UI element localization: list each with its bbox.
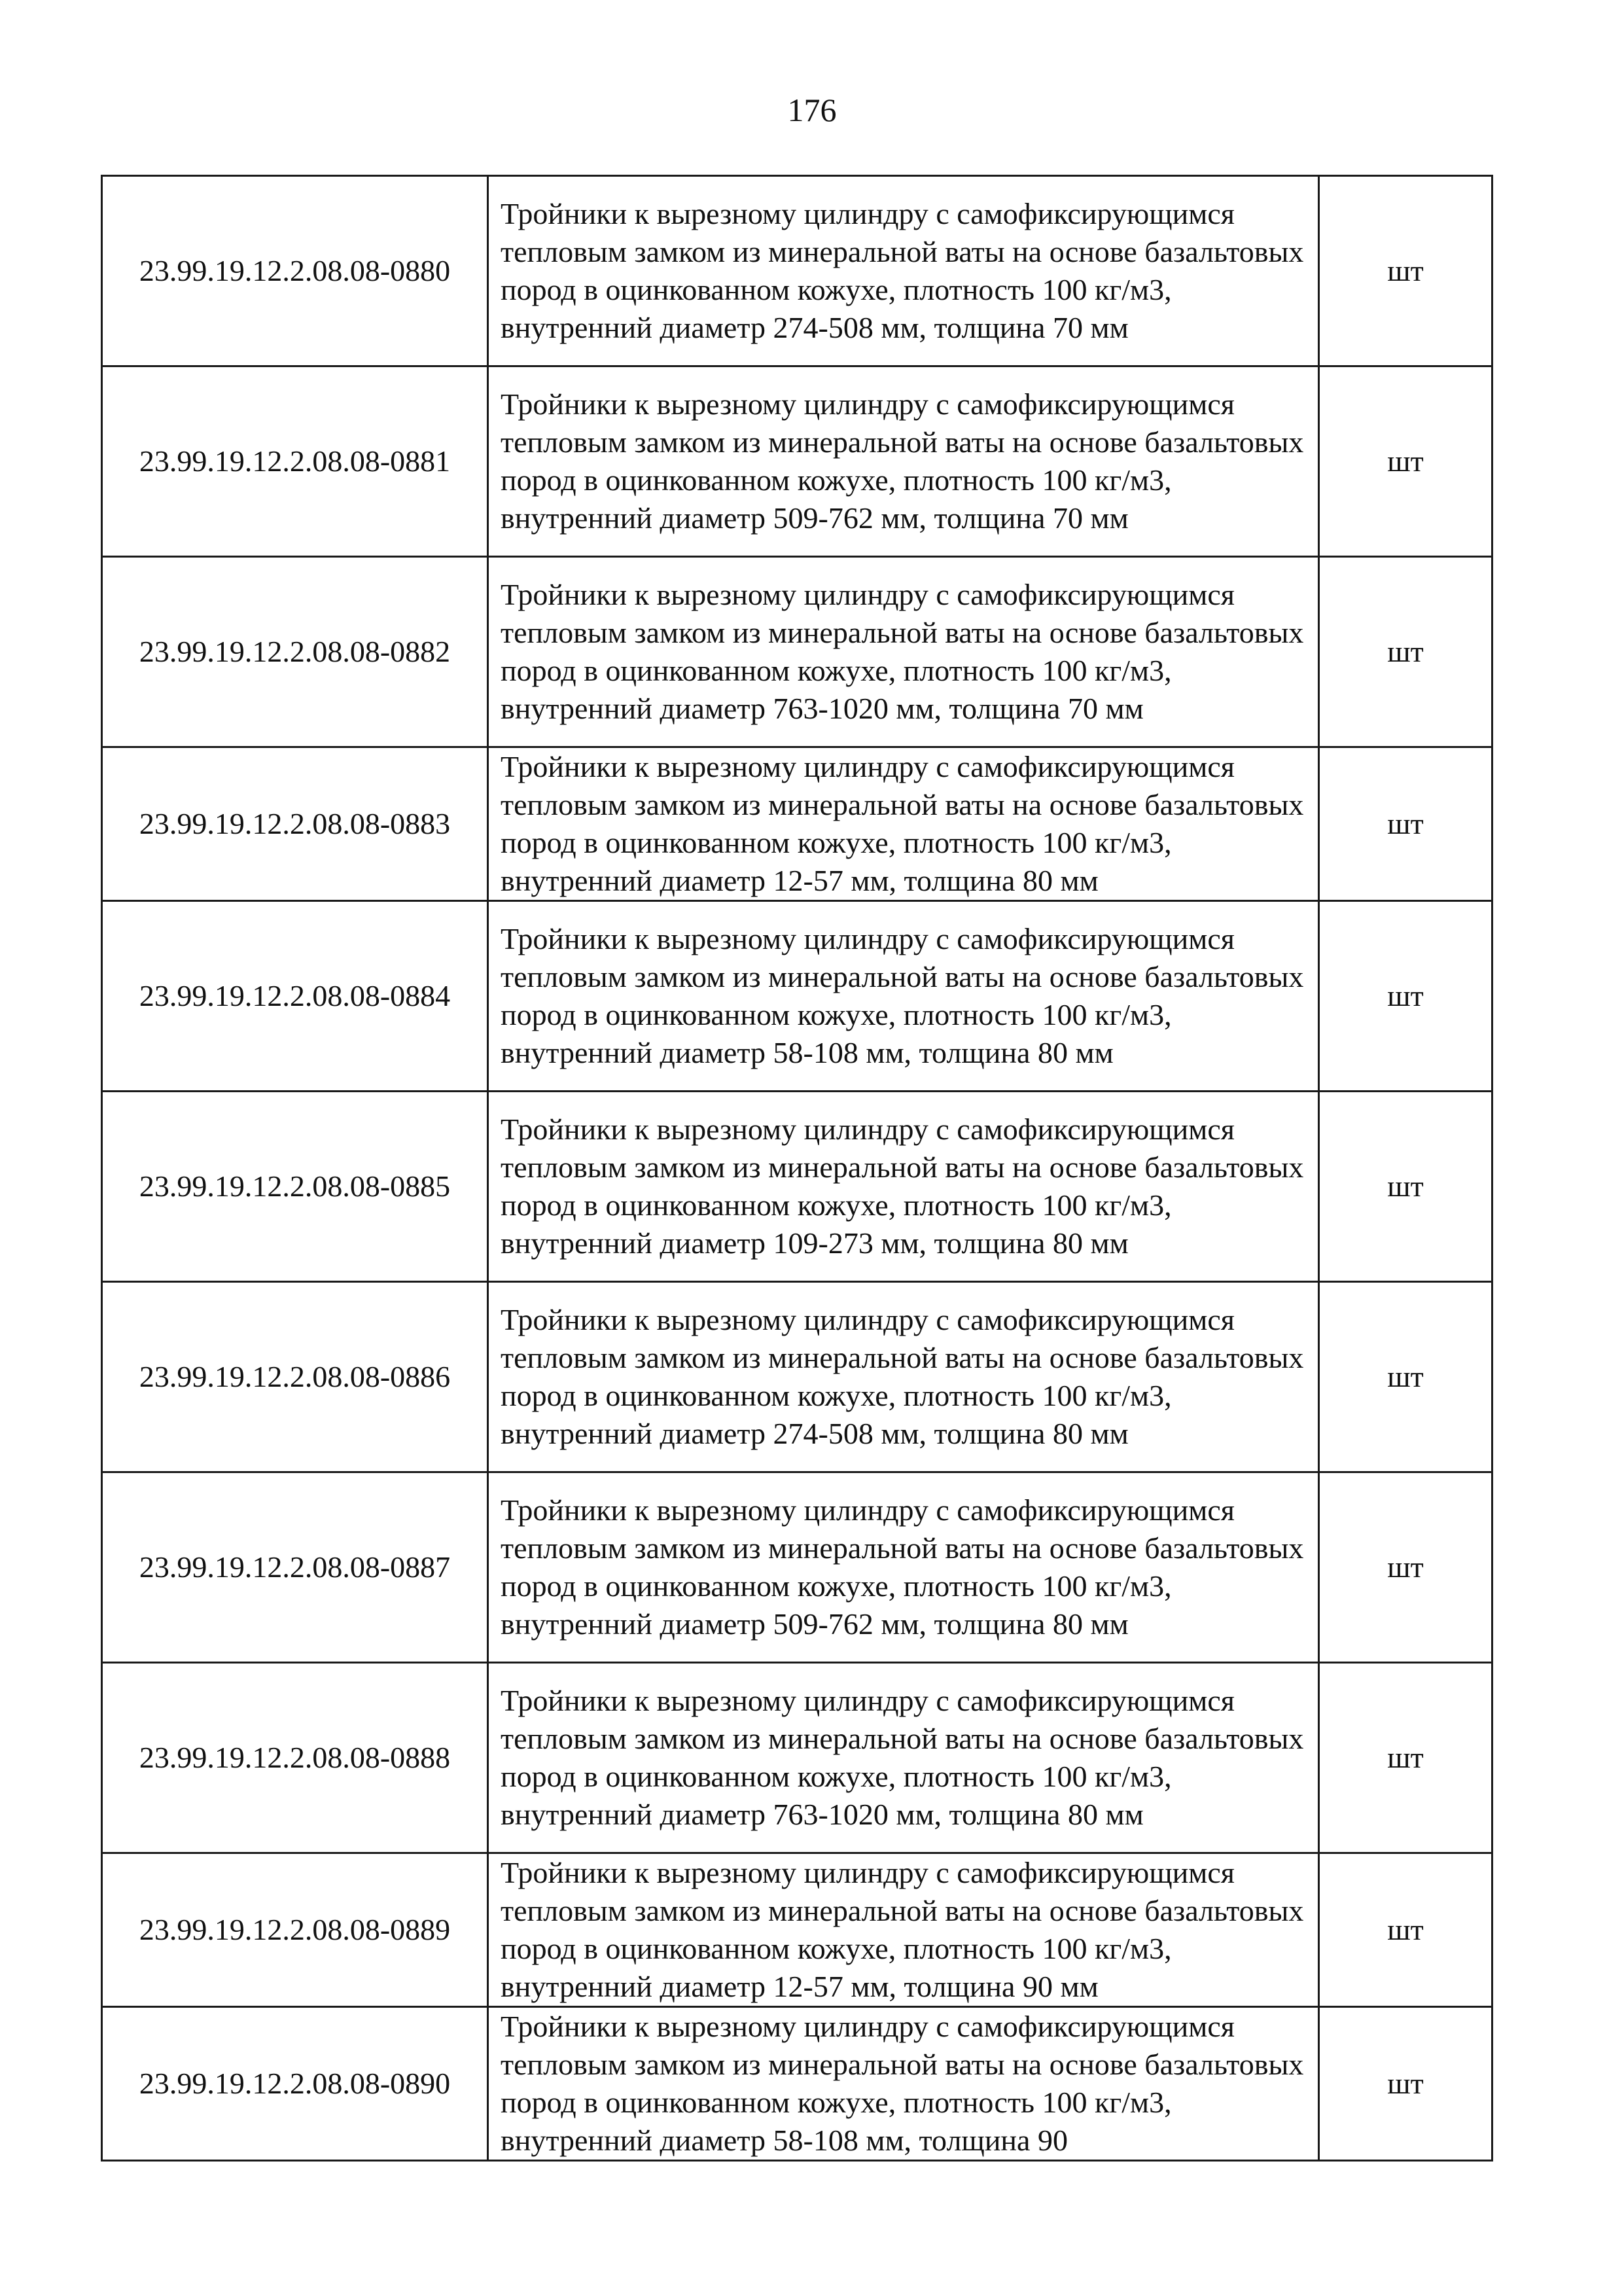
table-row	[102, 1282, 1492, 1472]
row-unit: шт	[1319, 2007, 1492, 2161]
row-unit: шт	[1319, 1472, 1492, 1663]
row-unit: шт	[1319, 1092, 1492, 1282]
table-row	[102, 366, 1492, 557]
row-description: Тройники к вырезному цилиндру с самофиксирующимся тепловым замком из минеральной ваты на основе базальтовых пород в оцинкованном кожухе, плотность 100 кг/м3, внутренний диаметр 763-1020 мм, толщина 80 мм	[488, 1663, 1319, 1853]
table-row	[102, 2007, 1492, 2161]
row-code: 23.99.19.12.2.08.08-0887	[102, 1472, 488, 1663]
row-description: Тройники к вырезному цилиндру с самофиксирующимся тепловым замком из минеральной ваты на основе базальтовых пород в оцинкованном кожухе, плотность 100 кг/м3, внутренний диаметр 509-762 мм, толщина 70 мм	[488, 366, 1319, 557]
row-description: Тройники к вырезному цилиндру с самофиксирующимся тепловым замком из минеральной ваты на основе базальтовых пород в оцинкованном кожухе, плотность 100 кг/м3, внутренний диаметр 58-108 мм, толщина 80 мм	[488, 901, 1319, 1092]
row-code: 23.99.19.12.2.08.08-0883	[102, 747, 488, 901]
table-row	[102, 1092, 1492, 1282]
row-description: Тройники к вырезному цилиндру с самофиксирующимся тепловым замком из минеральной ваты на основе базальтовых пород в оцинкованном кожухе, плотность 100 кг/м3, внутренний диаметр 58-108 мм, толщина 90	[488, 2007, 1319, 2161]
row-description: Тройники к вырезному цилиндру с самофиксирующимся тепловым замком из минеральной ваты на основе базальтовых пород в оцинкованном кожухе, плотность 100 кг/м3, внутренний диаметр 274-508 мм, толщина 80 мм	[488, 1282, 1319, 1472]
row-code: 23.99.19.12.2.08.08-0881	[102, 366, 488, 557]
table-row	[102, 1663, 1492, 1853]
row-description: Тройники к вырезному цилиндру с самофиксирующимся тепловым замком из минеральной ваты на основе базальтовых пород в оцинкованном кожухе, плотность 100 кг/м3, внутренний диаметр 763-1020 мм, толщина 70 мм	[488, 557, 1319, 747]
row-unit: шт	[1319, 557, 1492, 747]
row-unit: шт	[1319, 1663, 1492, 1853]
table-row	[102, 176, 1492, 366]
table-row	[102, 557, 1492, 747]
row-code: 23.99.19.12.2.08.08-0884	[102, 901, 488, 1092]
materials-table	[101, 175, 1493, 2162]
row-code: 23.99.19.12.2.08.08-0886	[102, 1282, 488, 1472]
table-row	[102, 1472, 1492, 1663]
row-code: 23.99.19.12.2.08.08-0882	[102, 557, 488, 747]
table-row	[102, 1853, 1492, 2007]
row-code: 23.99.19.12.2.08.08-0888	[102, 1663, 488, 1853]
materials-table-body	[102, 176, 1492, 2161]
row-description: Тройники к вырезному цилиндру с самофиксирующимся тепловым замком из минеральной ваты на основе базальтовых пород в оцинкованном кожухе, плотность 100 кг/м3, внутренний диаметр 12-57 мм, толщина 80 мм	[488, 747, 1319, 901]
row-description: Тройники к вырезному цилиндру с самофиксирующимся тепловым замком из минеральной ваты на основе базальтовых пород в оцинкованном кожухе, плотность 100 кг/м3, внутренний диаметр 509-762 мм, толщина 80 мм	[488, 1472, 1319, 1663]
table-row	[102, 747, 1492, 901]
page-number: 176	[787, 92, 837, 128]
row-unit: шт	[1319, 901, 1492, 1092]
row-code: 23.99.19.12.2.08.08-0890	[102, 2007, 488, 2161]
table-row	[102, 901, 1492, 1092]
row-description: Тройники к вырезному цилиндру с самофиксирующимся тепловым замком из минеральной ваты на основе базальтовых пород в оцинкованном кожухе, плотность 100 кг/м3, внутренний диаметр 109-273 мм, толщина 80 мм	[488, 1092, 1319, 1282]
row-unit: шт	[1319, 1853, 1492, 2007]
row-unit: шт	[1319, 176, 1492, 366]
row-unit: шт	[1319, 366, 1492, 557]
row-code: 23.99.19.12.2.08.08-0889	[102, 1853, 488, 2007]
row-code: 23.99.19.12.2.08.08-0880	[102, 176, 488, 366]
row-unit: шт	[1319, 747, 1492, 901]
row-code: 23.99.19.12.2.08.08-0885	[102, 1092, 488, 1282]
row-unit: шт	[1319, 1282, 1492, 1472]
row-description: Тройники к вырезному цилиндру с самофиксирующимся тепловым замком из минеральной ваты на основе базальтовых пород в оцинкованном кожухе, плотность 100 кг/м3, внутренний диаметр 274-508 мм, толщина 70 мм	[488, 176, 1319, 366]
row-description: Тройники к вырезному цилиндру с самофиксирующимся тепловым замком из минеральной ваты на основе базальтовых пород в оцинкованном кожухе, плотность 100 кг/м3, внутренний диаметр 12-57 мм, толщина 90 мм	[488, 1853, 1319, 2007]
